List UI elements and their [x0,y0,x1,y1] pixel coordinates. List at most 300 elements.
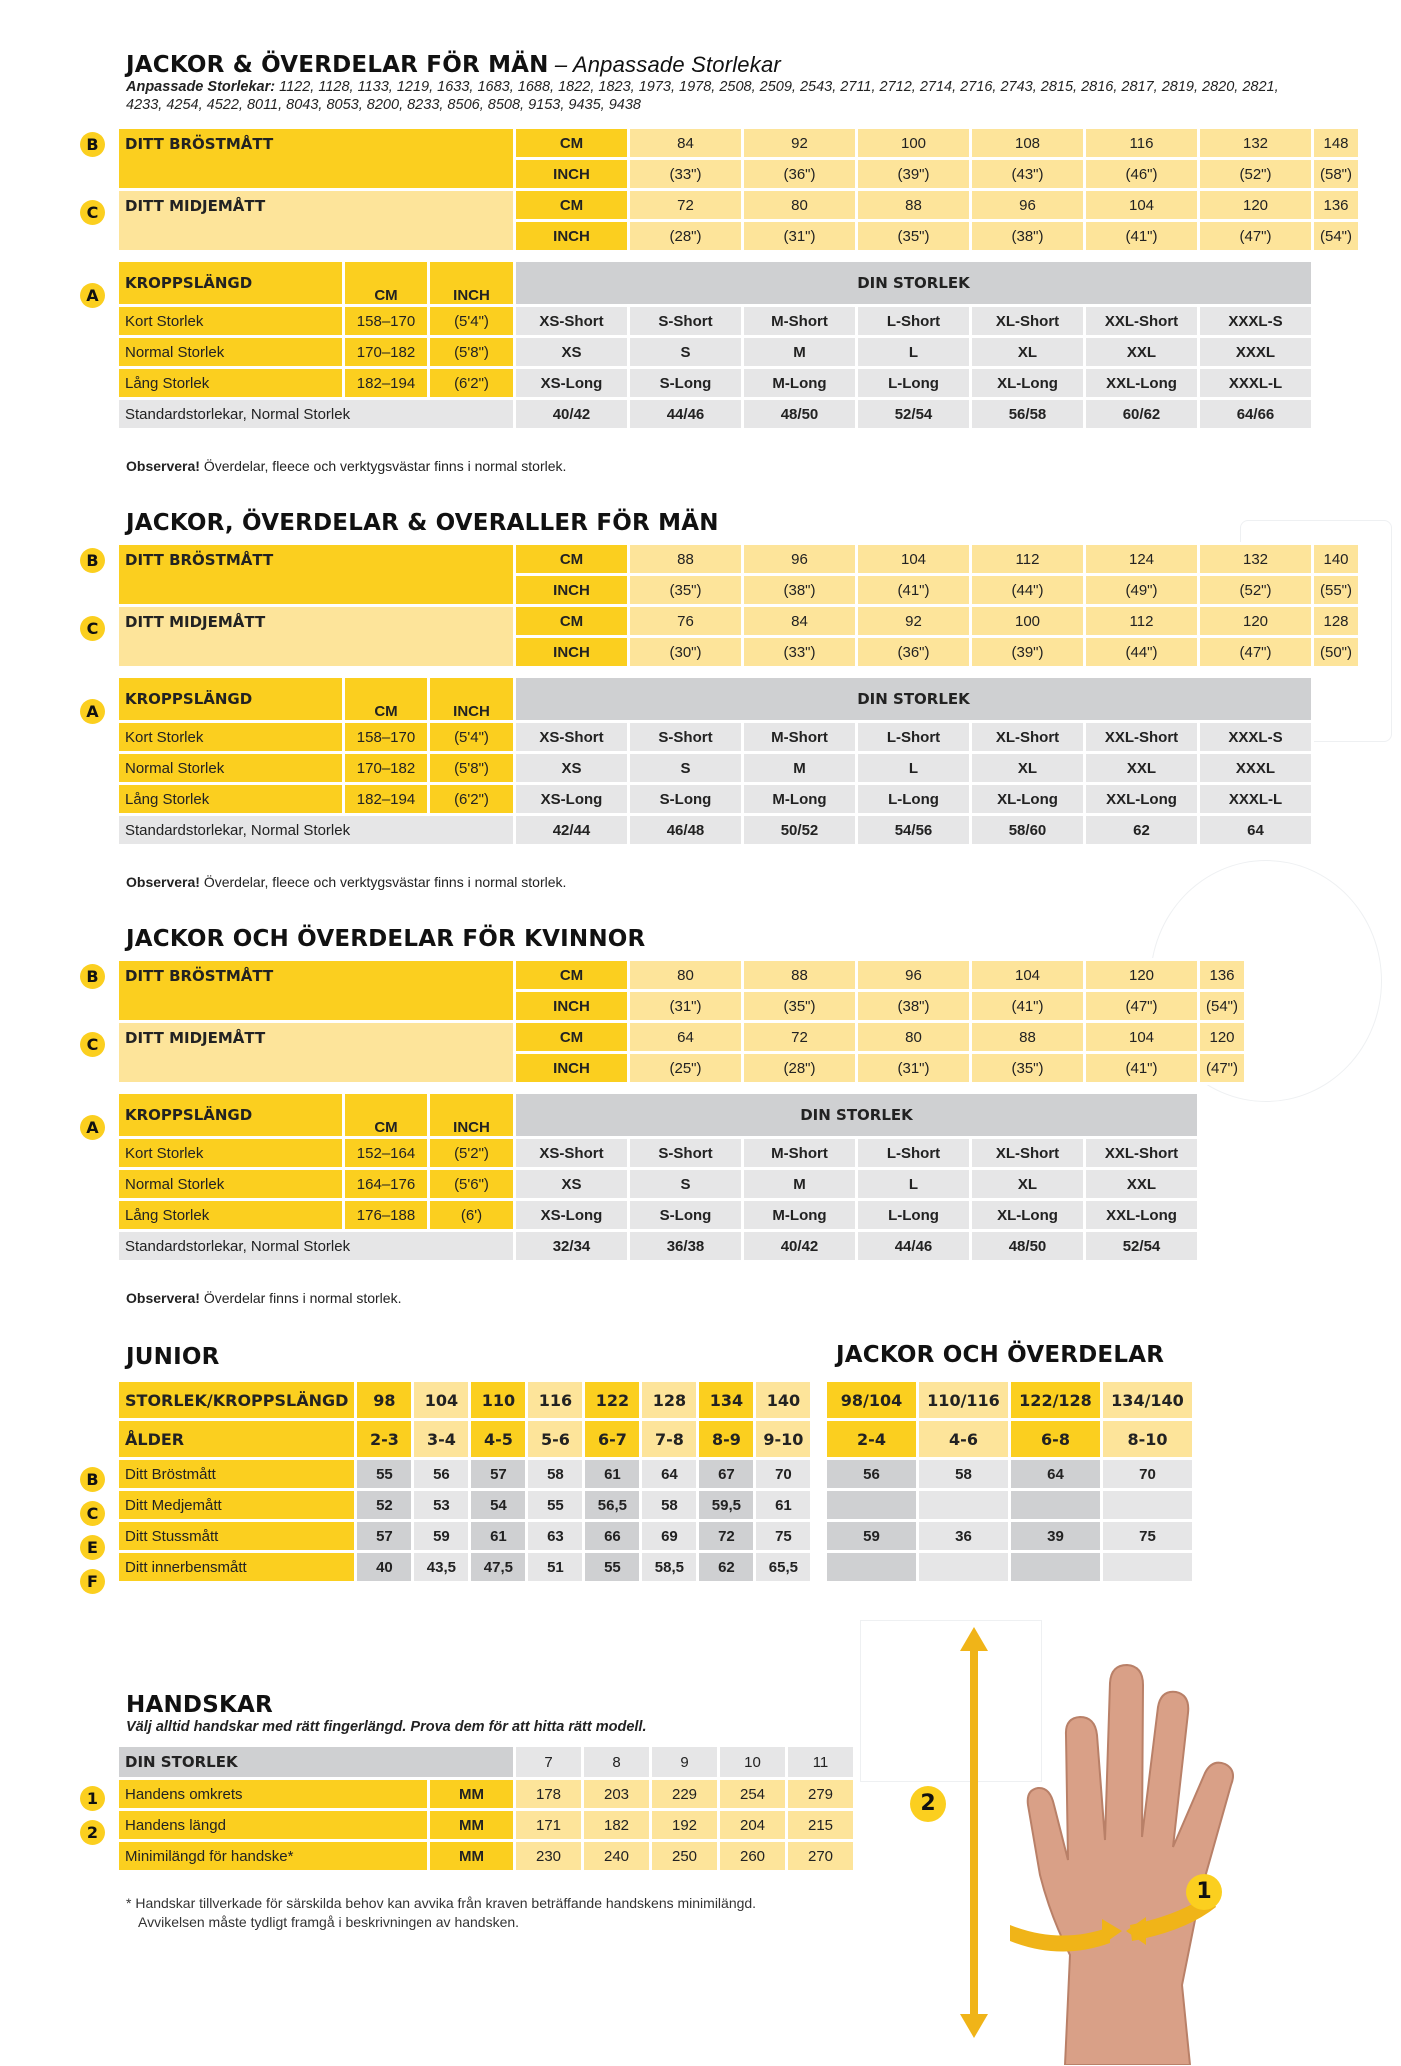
height-cm: 176–188 [344,1200,429,1231]
note-label: Observera! [126,458,200,474]
size-cell: XS [515,1169,629,1200]
title-text: JACKOR & ÖVERDELAR FÖR MÄN [126,52,549,78]
size-cell: L-Long [857,368,971,399]
badge-b: B [80,548,105,573]
chest-cm-cell: 88 [629,544,743,575]
jacket-value: 58 [918,1459,1010,1490]
std-cell: 64/66 [1199,399,1313,430]
std-cell: 42/44 [515,815,629,846]
junior-size-label: STORLEK/KROPPSLÄNGD [118,1381,356,1420]
size-cell: XXXL-S [1199,306,1313,337]
row-label: Kort Storlek [118,722,344,753]
chest-inch-cell: (47") [1085,991,1199,1022]
std-cell: 32/34 [515,1231,629,1262]
glove-value: 171 [515,1810,583,1841]
jacket-value [1102,1552,1194,1583]
chest-inch-cell: (46") [1085,159,1199,190]
std-cell: 54/56 [857,815,971,846]
junior-age-cell: 9-10 [755,1420,812,1459]
size-cell: XS-Short [515,306,629,337]
custom-size-list [126,78,1316,114]
badge-a: A [80,283,105,308]
chest-cm-cell: 148 [1313,128,1360,159]
gloves-table [116,1744,856,1873]
note [126,874,566,890]
section-title-women: JACKOR OCH ÖVERDELAR FÖR KVINNOR [126,926,646,952]
junior-size-table [116,1379,813,1584]
waist-cm-cell: 64 [629,1022,743,1053]
junior-size-cell: 110 [470,1381,527,1420]
size-cell: XXXL [1199,753,1313,784]
size-cell: S [629,1169,743,1200]
size-cell: M-Short [743,306,857,337]
waist-cm-cell: 72 [629,190,743,221]
std-cell: 64 [1199,815,1313,846]
std-cell: 46/48 [629,815,743,846]
size-cell: XXL-Short [1085,1138,1199,1169]
waist-cm-cell: 104 [1085,1022,1199,1053]
chest-inch-cell: (41") [857,575,971,606]
waist-inch-cell: (31") [743,221,857,252]
junior-row-label: Ditt innerbensmått [118,1552,356,1583]
note-text: Överdelar, fleece och verktygsvästar finns i normal storlek. [199,458,567,474]
junior-value: 52 [356,1490,413,1521]
note-text: Överdelar finns i normal storlek. [199,1290,402,1306]
note-label: Observera! [126,1290,200,1306]
unit-inch: INCH [429,1093,515,1138]
junior-age-cell: 7-8 [641,1420,698,1459]
height-cm: 158–170 [344,722,429,753]
height-inch: (5'8") [429,337,515,368]
jacket-value [826,1490,918,1521]
height-cm: 182–194 [344,784,429,815]
size-cell: L [857,753,971,784]
standard-size-label: Standardstorlekar, Normal Storlek [118,399,515,430]
chest-inch-cell: (38") [857,991,971,1022]
glove-size-cell: 7 [515,1746,583,1779]
waist-cm-cell: 72 [743,1022,857,1053]
size-cell: XS-Short [515,1138,629,1169]
jacket-value [1010,1552,1102,1583]
size-cell: XXXL-L [1199,368,1313,399]
waist-label: DITT MIDJEMÅTT [118,1022,515,1084]
size-cell: S-Long [629,1200,743,1231]
waist-cm-cell: 136 [1313,190,1360,221]
badge-b: B [80,132,105,157]
jacket-value [918,1552,1010,1583]
chest-cm-cell: 136 [1199,960,1246,991]
unit-cm: CM [344,677,429,722]
badge-c: C [80,616,105,641]
size-cell: S-Short [629,722,743,753]
glove-value: 270 [787,1841,855,1872]
body-length-label: KROPPSLÄNGD [118,261,344,306]
size-table-men [116,542,1361,847]
size-cell: L [857,337,971,368]
row-label: Lång Storlek [118,784,344,815]
unit-inch: INCH [515,221,629,252]
chest-label: DITT BRÖSTMÅTT [118,128,515,190]
unit-inch: INCH [515,159,629,190]
size-cell: XL-Long [971,368,1085,399]
size-cell: XXL-Long [1085,784,1199,815]
size-cell: M-Long [743,368,857,399]
size-cell: XL-Short [971,306,1085,337]
chest-cm-cell: 108 [971,128,1085,159]
junior-value: 62 [698,1552,755,1583]
waist-inch-cell: (54") [1313,221,1360,252]
row-label: Kort Storlek [118,1138,344,1169]
size-cell: S [629,753,743,784]
body-length-label: KROPPSLÄNGD [118,1093,344,1138]
junior-value: 55 [527,1490,584,1521]
height-cm: 152–164 [344,1138,429,1169]
size-cell: S-Long [629,784,743,815]
glove-value: 215 [787,1810,855,1841]
height-inch: (5'4") [429,306,515,337]
std-cell: 50/52 [743,815,857,846]
section-title-men-custom [126,52,781,78]
your-size-header: DIN STORLEK [515,1093,1199,1138]
jacket-age-cell: 6-8 [1010,1420,1102,1459]
waist-inch-cell: (47") [1199,637,1313,668]
length-arrow [960,1627,988,2038]
jacket-value [918,1490,1010,1521]
chest-cm-cell: 116 [1085,128,1199,159]
glove-value: 203 [583,1779,651,1810]
waist-inch-cell: (33") [743,637,857,668]
glove-row-label: Handens längd [118,1810,429,1841]
size-cell: S-Long [629,368,743,399]
badge-c: C [80,1501,105,1526]
waist-inch-cell: (47") [1199,221,1313,252]
height-cm: 182–194 [344,368,429,399]
unit-cm: CM [344,1093,429,1138]
chest-label: DITT BRÖSTMÅTT [118,960,515,1022]
junior-value: 58,5 [641,1552,698,1583]
glove-value: 178 [515,1779,583,1810]
chest-cm-cell: 112 [971,544,1085,575]
jacket-value: 56 [826,1459,918,1490]
junior-value: 61 [470,1521,527,1552]
jacket-value [1010,1490,1102,1521]
height-inch: (5'4") [429,722,515,753]
note-text: Överdelar, fleece och verktygsvästar finns i normal storlek. [199,874,567,890]
junior-age-label: ÅLDER [118,1420,356,1459]
junior-age-cell: 4-5 [470,1420,527,1459]
badge-a: A [80,699,105,724]
unit-mm: MM [429,1841,515,1872]
junior-value: 64 [641,1459,698,1490]
waist-cm-cell: 100 [971,606,1085,637]
size-cell: L [857,1169,971,1200]
chest-inch-cell: (41") [971,991,1085,1022]
custom-size-numbers: 1122, 1128, 1133, 1219, 1633, 1683, 1688, 1822, 1823, 1973, 1978, 2508, 2509, 2543, 2711, 2712, 2714, 2716, 2743, 2815, 2816, 2817, 2819, 2820, 2821, 4233, 4254, 4522, 8011, 8043, 8053, 8200, 8233, 8506, 8508, 9153, 9435, 9438 [126,79,1279,113]
section-title-junior-jackets: JACKOR OCH ÖVERDELAR [836,1342,1165,1368]
jacket-age-cell: 8-10 [1102,1420,1194,1459]
junior-value: 75 [755,1521,812,1552]
chest-cm-cell: 124 [1085,544,1199,575]
waist-cm-cell: 96 [971,190,1085,221]
size-cell: XL-Long [971,784,1085,815]
std-cell: 52/54 [1085,1231,1199,1262]
size-cell: M-Long [743,1200,857,1231]
waist-cm-cell: 92 [857,606,971,637]
junior-value: 58 [527,1459,584,1490]
jacket-size-cell: 98/104 [826,1381,918,1420]
waist-inch-cell: (41") [1085,221,1199,252]
badge-c: C [80,1032,105,1057]
unit-inch: INCH [515,1053,629,1084]
junior-value: 47,5 [470,1552,527,1583]
chest-cm-cell: 104 [857,544,971,575]
section-title-gloves: HANDSKAR [126,1692,273,1718]
row-label: Normal Storlek [118,1169,344,1200]
junior-value: 63 [527,1521,584,1552]
badge-f: F [80,1569,105,1594]
gloves-size-label: DIN STORLEK [118,1746,515,1779]
unit-mm: MM [429,1779,515,1810]
jacket-size-cell: 110/116 [918,1381,1010,1420]
badge-b: B [80,964,105,989]
size-cell: L-Long [857,1200,971,1231]
height-inch: (5'6") [429,1169,515,1200]
size-cell: S [629,337,743,368]
chest-inch-cell: (33") [629,159,743,190]
waist-inch-cell: (30") [629,637,743,668]
height-inch: (6'2") [429,784,515,815]
waist-inch-cell: (35") [971,1053,1085,1084]
chest-inch-cell: (52") [1199,159,1313,190]
note [126,1290,401,1306]
chest-cm-cell: 140 [1313,544,1360,575]
junior-row-label: Ditt Bröstmått [118,1459,356,1490]
title-separator: – [548,52,573,77]
size-cell: XL-Short [971,722,1085,753]
junior-value: 40 [356,1552,413,1583]
waist-cm-cell: 120 [1199,190,1313,221]
junior-value: 53 [413,1490,470,1521]
unit-cm: CM [515,1022,629,1053]
std-cell: 48/50 [743,399,857,430]
chest-inch-cell: (43") [971,159,1085,190]
unit-inch: INCH [429,677,515,722]
height-inch: (6') [429,1200,515,1231]
chest-inch-cell: (52") [1199,575,1313,606]
junior-age-cell: 6-7 [584,1420,641,1459]
size-cell: XS-Long [515,1200,629,1231]
chest-inch-cell: (54") [1199,991,1246,1022]
badge-a: A [80,1115,105,1140]
body-length-label: KROPPSLÄNGD [118,677,344,722]
row-label: Normal Storlek [118,753,344,784]
jacket-age-cell: 4-6 [918,1420,1010,1459]
waist-cm-cell: 104 [1085,190,1199,221]
chest-cm-cell: 132 [1199,128,1313,159]
glove-value: 182 [583,1810,651,1841]
junior-value: 61 [755,1490,812,1521]
std-cell: 60/62 [1085,399,1199,430]
junior-age-cell: 3-4 [413,1420,470,1459]
junior-size-cell: 98 [356,1381,413,1420]
jacket-value: 39 [1010,1521,1102,1552]
chest-inch-cell: (35") [629,575,743,606]
chest-cm-cell: 132 [1199,544,1313,575]
size-cell: XXL-Long [1085,1200,1199,1231]
row-label: Lång Storlek [118,368,344,399]
height-cm: 170–182 [344,753,429,784]
badge-c: C [80,200,105,225]
size-cell: XXXL [1199,337,1313,368]
size-cell: XXXL-S [1199,722,1313,753]
junior-size-cell: 134 [698,1381,755,1420]
jacket-value: 36 [918,1521,1010,1552]
waist-inch-cell: (41") [1085,1053,1199,1084]
junior-size-cell: 116 [527,1381,584,1420]
size-cell: XL-Long [971,1200,1085,1231]
junior-value: 61 [584,1459,641,1490]
unit-cm: CM [515,128,629,159]
size-cell: XS-Long [515,784,629,815]
std-cell: 56/58 [971,399,1085,430]
unit-inch: INCH [515,575,629,606]
junior-age-cell: 8-9 [698,1420,755,1459]
unit-inch: INCH [515,637,629,668]
waist-inch-cell: (50") [1313,637,1360,668]
junior-value: 55 [584,1552,641,1583]
custom-size-label: Anpassade Storlekar: [126,79,276,95]
waist-inch-cell: (31") [857,1053,971,1084]
size-cell: XXL [1085,1169,1199,1200]
chest-inch-cell: (44") [971,575,1085,606]
size-cell: M [743,1169,857,1200]
glove-row-label: Minimilängd för handske* [118,1841,429,1872]
jacket-value: 64 [1010,1459,1102,1490]
size-cell: L-Short [857,722,971,753]
glove-value: 204 [719,1810,787,1841]
junior-size-cell: 122 [584,1381,641,1420]
unit-cm: CM [515,190,629,221]
size-cell: XXL-Long [1085,368,1199,399]
junior-row-label: Ditt Medjemått [118,1490,356,1521]
size-table-men-custom [116,126,1361,431]
chest-label: DITT BRÖSTMÅTT [118,544,515,606]
waist-cm-cell: 120 [1199,1022,1246,1053]
standard-size-label: Standardstorlekar, Normal Storlek [118,815,515,846]
chest-cm-cell: 88 [743,960,857,991]
footnote-line-1: * Handskar tillverkade för särskilda behov kan avvika från kraven beträffande handskens minimilängd. [126,1895,757,1911]
junior-size-cell: 128 [641,1381,698,1420]
chest-cm-cell: 84 [629,128,743,159]
waist-cm-cell: 80 [743,190,857,221]
size-cell: S-Short [629,1138,743,1169]
std-cell: 58/60 [971,815,1085,846]
chest-inch-cell: (31") [629,991,743,1022]
waist-inch-cell: (39") [971,637,1085,668]
chest-inch-cell: (35") [743,991,857,1022]
size-cell: XXL-Short [1085,722,1199,753]
size-cell: M [743,753,857,784]
glove-size-cell: 10 [719,1746,787,1779]
your-size-header: DIN STORLEK [515,261,1313,306]
chest-cm-cell: 96 [743,544,857,575]
waist-cm-cell: 88 [857,190,971,221]
waist-cm-cell: 120 [1199,606,1313,637]
spacer [118,668,1313,677]
junior-value: 55 [356,1459,413,1490]
height-inch: (5'2") [429,1138,515,1169]
junior-value: 54 [470,1490,527,1521]
unit-inch: INCH [515,991,629,1022]
glove-value: 254 [719,1779,787,1810]
your-size-header: DIN STORLEK [515,677,1313,722]
jacket-value: 59 [826,1521,918,1552]
gloves-subtitle-text: Välj alltid handskar med rätt fingerlängd. Prova dem för att hitta rätt modell. [126,1719,647,1735]
spacer [118,252,1313,261]
junior-jackets-table [824,1379,1195,1584]
junior-value: 59,5 [698,1490,755,1521]
size-cell: M-Short [743,722,857,753]
std-cell: 62 [1085,815,1199,846]
unit-cm: CM [515,960,629,991]
junior-value: 51 [527,1552,584,1583]
waist-inch-cell: (38") [971,221,1085,252]
junior-value: 70 [755,1459,812,1490]
chest-cm-cell: 92 [743,128,857,159]
glove-value: 250 [651,1841,719,1872]
junior-value: 67 [698,1459,755,1490]
glove-row-label: Handens omkrets [118,1779,429,1810]
std-cell: 44/46 [857,1231,971,1262]
junior-value: 43,5 [413,1552,470,1583]
junior-row-label: Ditt Stussmått [118,1521,356,1552]
size-cell: L-Long [857,784,971,815]
size-cell: XL-Short [971,1138,1085,1169]
junior-age-cell: 5-6 [527,1420,584,1459]
junior-value: 69 [641,1521,698,1552]
size-table-women [116,958,1247,1263]
junior-value: 57 [356,1521,413,1552]
size-cell: L-Short [857,306,971,337]
marker-2: 2 [910,1786,946,1822]
chest-cm-cell: 120 [1085,960,1199,991]
junior-value: 56 [413,1459,470,1490]
glove-size-cell: 9 [651,1746,719,1779]
badge-2: 2 [80,1820,105,1845]
title-suffix: Anpassade Storlekar [572,52,781,77]
waist-inch-cell: (47") [1199,1053,1246,1084]
size-cell: XXL-Short [1085,306,1199,337]
height-cm: 170–182 [344,337,429,368]
chest-inch-cell: (39") [857,159,971,190]
junior-age-cell: 2-3 [356,1420,413,1459]
marker-1: 1 [1186,1874,1222,1910]
chest-inch-cell: (49") [1085,575,1199,606]
size-cell: XL [971,1169,1085,1200]
row-label: Kort Storlek [118,306,344,337]
std-cell: 48/50 [971,1231,1085,1262]
unit-cm: CM [515,606,629,637]
jacket-value [826,1552,918,1583]
junior-value: 59 [413,1521,470,1552]
waist-inch-cell: (28") [629,221,743,252]
glove-size-cell: 11 [787,1746,855,1779]
waist-inch-cell: (36") [857,637,971,668]
chest-cm-cell: 80 [629,960,743,991]
junior-value: 65,5 [755,1552,812,1583]
std-cell: 40/42 [743,1231,857,1262]
size-cell: M-Short [743,1138,857,1169]
